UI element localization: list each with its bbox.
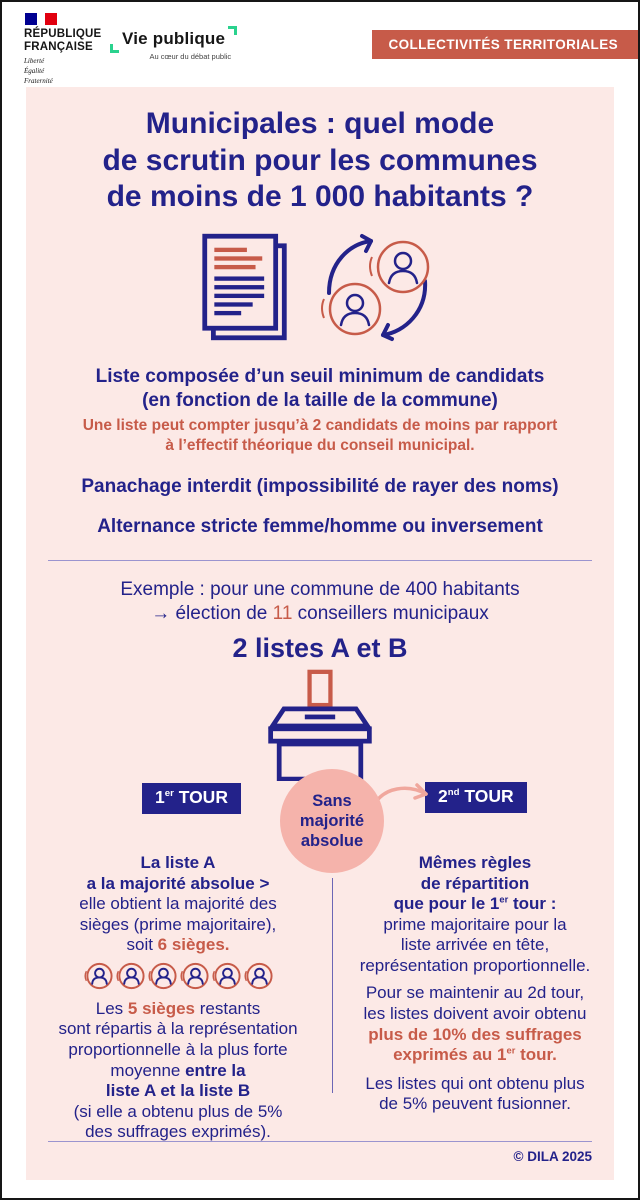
marianne-motto: Liberté Égalité Fraternité: [24, 57, 53, 86]
rule-alternance: Alternance stricte femme/homme ou inversement: [97, 515, 543, 537]
columns-divider: [332, 878, 333, 1093]
first-round-majority-text: La liste A a la majorité absolue > elle obtient la majorité des sièges (prime majoritaire), soit 6 sièges.: [79, 853, 277, 955]
seat-person-icon: [211, 960, 242, 992]
lists-title: 2 listes A et B: [232, 633, 408, 664]
republique-francaise-logo: [24, 13, 101, 87]
green-bracket-icon: [110, 44, 119, 53]
five-seats-highlight: 5 sièges: [127, 998, 196, 1018]
french-flag-icon: [25, 13, 57, 25]
content-panel: [26, 87, 614, 1180]
seat-person-icon: [115, 960, 146, 992]
example-intro: Exemple : pour une commune de 400 habitants → élection de 11 conseillers municipaux: [120, 578, 520, 624]
second-round-rules-text: Mêmes règles de répartition que pour le 1er tour : prime majoritaire pour la liste arrivée en tête, représentation proportionnelle.: [359, 853, 591, 975]
candidates-rotation-icon: [315, 231, 441, 343]
second-round-threshold-text: Pour se maintenir au 2d tour, les listes doivent avoir obtenu plus de 10% des suffrages exprimés au 1er tour.: [363, 983, 587, 1065]
topic-badge: COLLECTIVITÉS TERRITORIALES: [372, 30, 638, 59]
section-divider: [48, 560, 592, 561]
vie-publique-wordmark: Vie publique: [122, 29, 226, 48]
page-title: Municipales : quel mode de scrutin pour les communes de moins de 1 000 habitants ?: [102, 107, 538, 214]
second-round-badge: 2nd TOUR: [425, 782, 527, 813]
no-absolute-majority-bubble: Sans majorité absolue: [280, 769, 384, 873]
first-round-details: [28, 853, 328, 1143]
second-round-fusion-text: Les listes qui ont obtenu plus de 5% peuvent fusionner.: [365, 1073, 585, 1114]
right-arrow: →: [151, 602, 171, 624]
vie-publique-logo: [110, 26, 237, 61]
councillors-count: 11: [272, 602, 293, 624]
first-round-badge: 1er TOUR: [142, 783, 241, 814]
green-bracket-icon: [228, 26, 237, 35]
header: [2, 2, 638, 87]
seat-person-icon: [243, 960, 274, 992]
header-illustrations: [26, 231, 614, 343]
candidate-list-document-icon: [199, 231, 291, 343]
second-round-details: [334, 853, 616, 1115]
seat-person-icon: [179, 960, 210, 992]
ballot-illustration: [26, 669, 614, 781]
seat-person-icon: [147, 960, 178, 992]
seat-person-icon: [83, 960, 114, 992]
copyright: © DILA 2025: [513, 1149, 592, 1165]
tours-section: [26, 781, 614, 1141]
republique-francaise-wordmark: RÉPUBLIQUE FRANÇAISE: [24, 28, 102, 54]
rule-list-threshold-note: Une liste peut compter jusqu’à 2 candidats de moins par rapport à l’effectif théorique du conseil municipal.: [82, 416, 558, 454]
rule-panachage: Panachage interdit (impossibilité de rayer des noms): [81, 475, 559, 497]
vie-publique-tagline: Au cœur du débat public: [149, 52, 232, 61]
first-round-remaining-seats-text: Les 5 sièges restants sont répartis à la représentation proportionnelle à la plus forte moyenne entre la liste A et la liste B (si elle a obtenu plus de 5% des suffrages exprimés).: [58, 998, 298, 1142]
council-seats-icons: [28, 960, 328, 992]
six-seats-highlight: 6 sièges.: [157, 935, 230, 955]
ballot-box-icon: [258, 669, 382, 781]
rule-list-threshold: Liste composée d’un seuil minimum de candidats (en fonction de la taille de la commune): [95, 365, 545, 411]
